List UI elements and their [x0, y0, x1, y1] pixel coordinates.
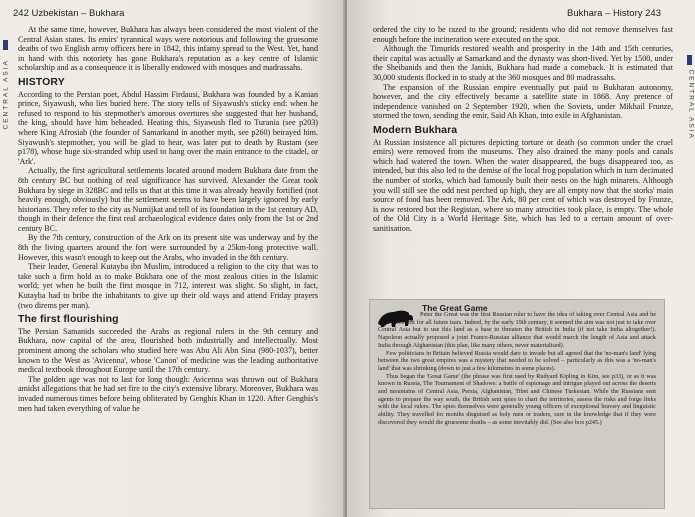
modern-paragraph: At Russian insistence all pictures depicting torture or death (so common under the cruel emirs) were removed from the museums. They also drained the many pools and canals which had watered the town. When the water disappeared, the bugs disappeared too, as intended, but this also led to the demise of the local frog population which in turn decimated the number of storks, which had famously built their nests on the high minarets. Although you will still see the odd nest perched up high, they are all empty now that the storks' main source of food has been removed. The Ark, 80 per cent of which was destroyed by Frunze, is now restored but the Registan, where so many atrocities took place, is empty. The whole of the Old City is a World Heritage Site, which has led to a certain amount of over-sanitisation.	[373, 137, 673, 233]
history-paragraph: By the 7th century, construction of the Ark on its present site was underway and by the 8th the living quarters around the fort were surrounded by a 25km-long protective wall. However, this wasn't enough to keep out the Arabs, who invaded in the 8th century.	[18, 233, 318, 262]
side-tab-label: CENTRAL ASIA	[2, 59, 10, 130]
flourishing-paragraph: The Persian Samanids succeeded the Arabs as regional rulers in the 9th century and Bukhara, now capital of the area, flourished both industrially and intellectually. Most prominent among the scholars who studied here was Abu Ali Abn Sina (980-1037), better known to the West as 'Avicenna', whose 'Canon' of medicine was the leading authoritative medical textbook throughout Europe until the 17th century.	[18, 326, 318, 375]
running-head-right: Bukhara – History 243	[567, 8, 661, 19]
body-paragraph: ordered the city to be razed to the ground; residents who did not remove themselves fast enough before the incineration were executed on the spot.	[373, 25, 673, 44]
box-paragraph: Few politicians in Britain believed Russia would dare to invade but all agreed that the 'no-man's land' lying between the two great empires was a mystery that needed to be solved – particularly as this was a 'no-man's land' that was shrinking (down to just a few kilometres in some places).	[378, 349, 656, 372]
running-head-left: 242 Uzbekistan – Bukhara	[13, 8, 125, 19]
history-paragraph: Their leader, General Kutayba ibn Muslim, introduced a religion to the city that was to take such a firm hold as to make Bukhara one of the most zealous cities in the Islamic world; yet when he built the first mosque in 712, interest was slight. So slight, in fact, Kutayba had to bribe the inhabitants to give up their old ways and attend Friday prayers (two direms per man).	[18, 262, 318, 310]
flourishing-paragraph: The golden age was not to last for long though: Avicenna was thrown out of Bukhara amidst allegations that he had set fire to the city's extensive library. Moreover, Bukhara was invaded numerous times before being obliterated by Genghis Khan in 1220. After Genghis's men had taken everything of value he	[18, 374, 318, 413]
body-paragraph: The expansion of the Russian empire eventually put paid to Bukharan autonomy, however, and the city effectively became a satellite state in 1868. Any pretence of independence vanished on 2 September 1920, when the Soviets, under Mikhail Frunze, stormed the town, sending the emir, Said Ah Khan, into exile in Afghanistan.	[373, 82, 673, 121]
history-paragraph: According to the Persian poet, Abdul Hassim Firdausi, Bukhara was founded by a Kanian prince, Siyawush, who lies buried here. The story tells of Siyawush's sticky end: when he refused to respond to his stepmother's amorous overtures she suggested that her husband, the king, should have him beheaded. Heating this, Siyawush fled to Turania (see p203) where King Afrosiab (the founder of Samarkand in another myth, see p260) betrayed him. Siyawush's stepmother, you will be glad to hear, was later put to death by Rustam (see p178), whose huge six-stranded whip used to hang over the main entrance to the citadel, or 'Ark'.	[18, 89, 318, 166]
box-title: The Great Game	[422, 303, 488, 313]
box-paragraph: Peter the Great was the first Russian ruler to have the idea of taking over Central Asia and he set a precedent for all future tsars. Indeed, by the early 19th century, it seemed the aim was not just to take over Central Asia but to use this land as a base to threaten the British in India (if not take India altogether!). Napoleon actually proposed a joint Franco-Russian alliance that would march the length of Asia and attack India through Afghanistan (this plan, like many others, never materialised).	[378, 311, 656, 349]
modern-heading: Modern Bukhara	[373, 123, 458, 136]
right-page-text	[373, 25, 673, 233]
body-paragraph: Although the Timurids restored wealth and prosperity in the 14th and 15th centuries, their capital was actually at Samarkand and the dynasty was short-lived. Yet by 1500, under the Sheibanids and then the Janids, Bukhara had made a comeback. It is estimated that 30,000 students flocked in to study at the 360 mosques and 80 madrassahs.	[373, 44, 673, 82]
tab-marker	[687, 55, 692, 65]
left-page	[0, 0, 345, 517]
side-tab-label: CENTRAL ASIA	[687, 69, 695, 140]
tab-marker	[3, 40, 8, 50]
box-paragraph: Thus began the 'Great Game' (the phrase was first used by Rudyard Kipling in Kim, see p33), or as it was known in Russia, The Tournament of Shadows: a battle of espionage and intrigue played out across the deserts and mountains of Central Asia, Persia, Afghanistan, Tibet and Chinese Turkestan. While the Russians sent agents to prepare the way south, the British sent spies to chart the territories, assess the risks and forge links with the local rulers. The spies themselves were generally young officers of exceptional bravery and linguistic ability. They travelled for months disguised as holy men or traders, sure in the knowledge that if they were discovered they would die gruesome deaths – as some inevitably did. (See also box p245.)	[378, 372, 656, 426]
great-game-box	[369, 299, 665, 509]
history-paragraph: Actually, the first agricultural settlements located around modern Bukhara date from the 8th century BC but nothing of real significance has survived. Alexander the Great took Bukhara by siege in 328BC and tells us that at this time it was already heavily fortified (not heavily enough, obviously) but the settlement seems to have been largely ignored by early historians. They refer to the city as Numijkat and tell of its foundation in the 1st century AD, though in their defence the first real archaeological evidence dates only from the 1st or 2nd century BC.	[18, 166, 318, 233]
history-heading: HISTORY	[18, 75, 65, 88]
box-text	[378, 311, 656, 427]
intro-paragraph: At the same time, however, Bukhara has always been considered the most violent of the Central Asian states. Its emirs' tyrannical ways were notorious and following the gruesome deaths of two English army officers here in 1842, this infamy spread to the West. Yet, hand in hand with this notoriety has gone Bukhara's reputation as a key centre of Islamic scholarship and as a consequence it is liberally endowed with mosques and madrassahs.	[18, 25, 318, 73]
side-tab-right	[683, 0, 695, 517]
flourishing-heading: The first flourishing	[18, 313, 119, 326]
left-page-text	[18, 25, 318, 413]
side-tab-left	[0, 0, 12, 517]
